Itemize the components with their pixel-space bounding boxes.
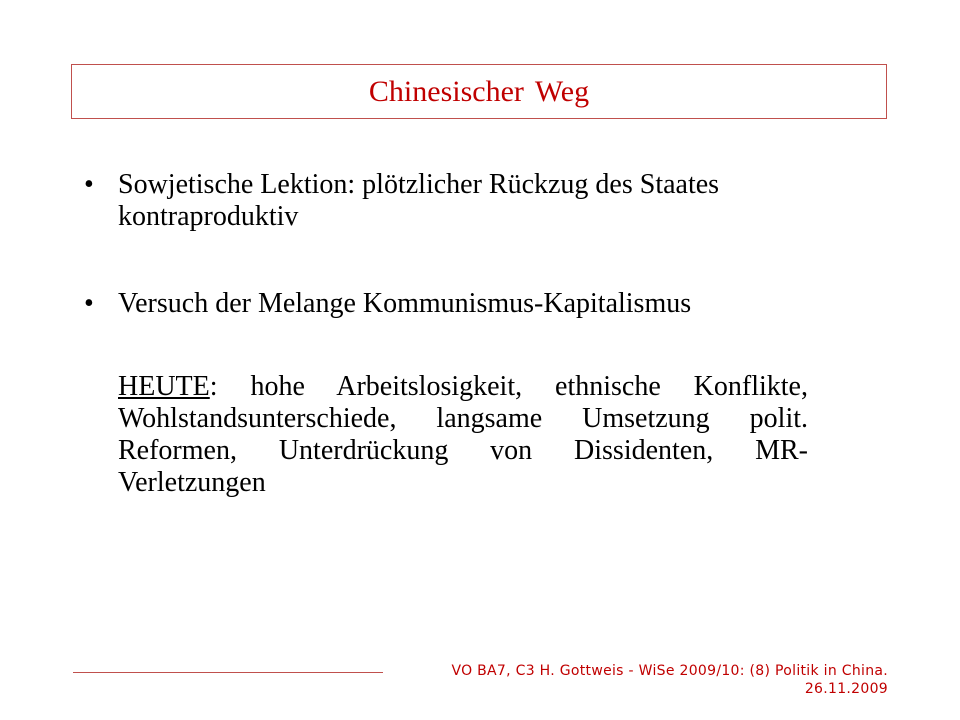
footer-line-2: 26.11.2009 (804, 681, 888, 697)
bullet-text-2: Versuch der Melange Kommunismus-Kapitalismus (118, 288, 692, 319)
body-paragraph (118, 371, 808, 499)
bullet-marker-2: • (84, 288, 94, 319)
paragraph-lead: HEUTE (118, 371, 210, 402)
footer (368, 662, 888, 698)
title-box (71, 64, 887, 119)
footer-divider (73, 672, 383, 673)
bullet-marker-1: • (84, 169, 94, 200)
bullet-text-1: Sowjetische Lektion: plötzlicher Rückzug des Staates kontraproduktiv (118, 169, 720, 232)
slide-title: Chinesischer Weg (368, 74, 590, 108)
footer-line-1: VO BA7, C3 H. Gottweis - WiSe 2009/10: (8) Politik in China. (451, 663, 888, 679)
paragraph-rest: : hohe Arbeitslosigkeit, ethnische Konflikte, Wohlstandsunterschiede, langsame Umsetzung polit. Reformen, Unterdrückung von Dissidenten, MR-Verletzungen (118, 371, 808, 498)
